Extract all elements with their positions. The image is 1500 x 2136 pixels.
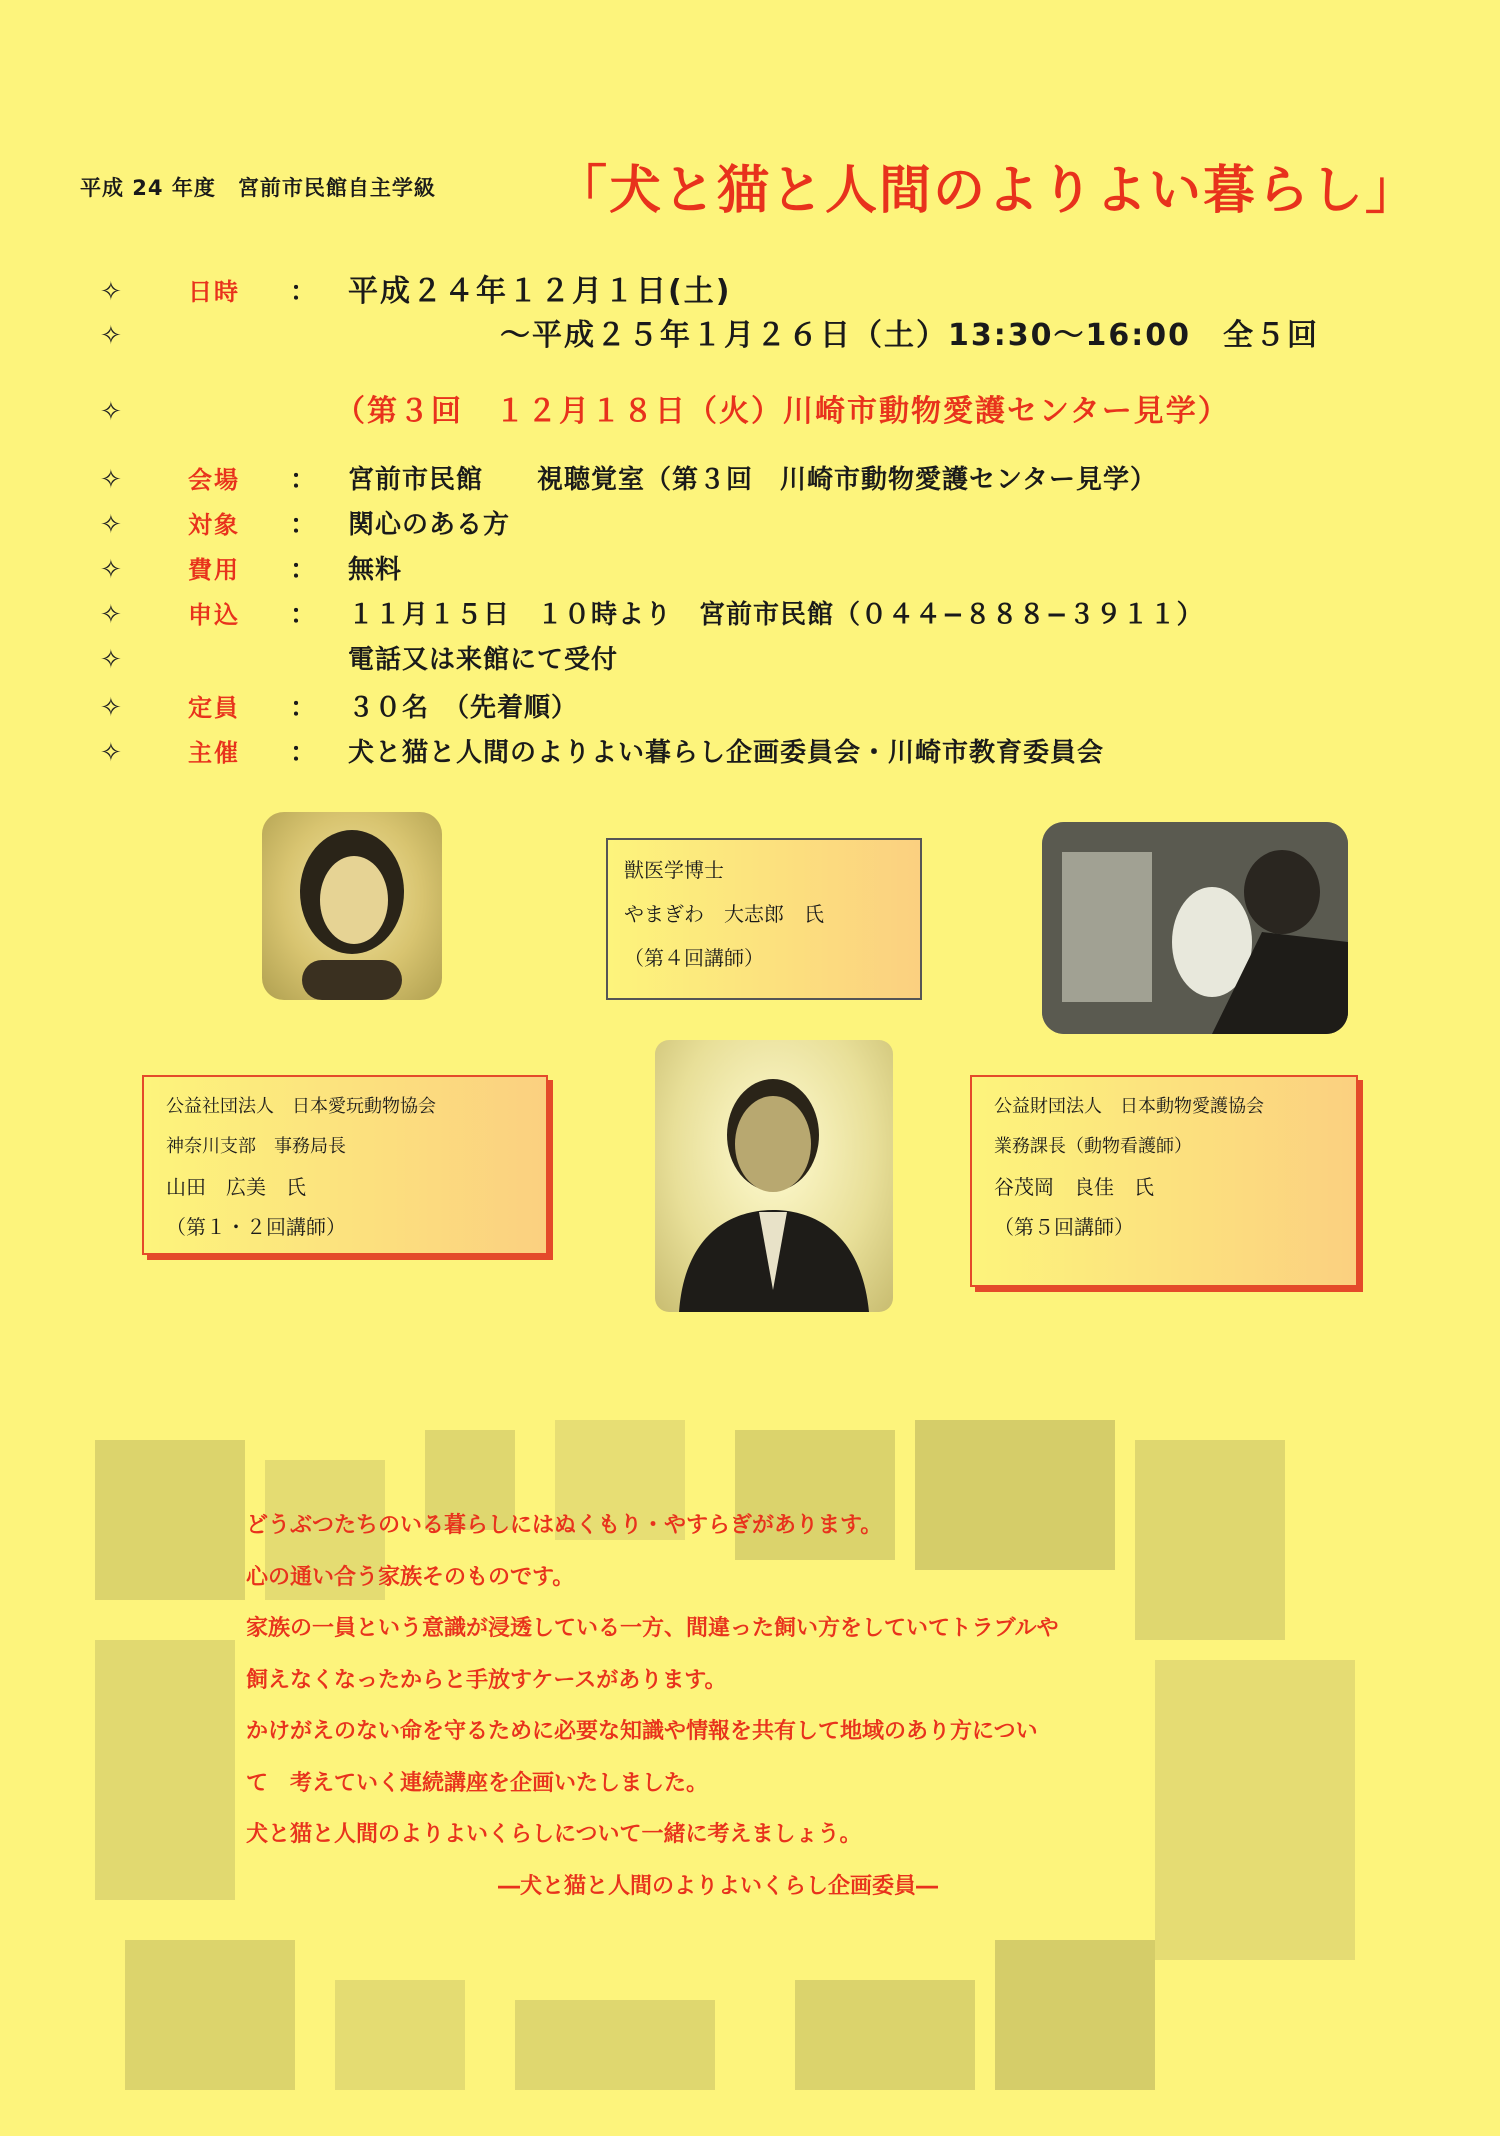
- message-line: かけがえのない命を守るために必要な知識や情報を共有して地域のあり方につい: [246, 1719, 1038, 1744]
- lecturer-session: （第５回講師）: [994, 1215, 1134, 1239]
- lecturer-photo-yamagiwa: [655, 1040, 893, 1312]
- organizer-line: 平成 24 年度 宮前市民館自主学級: [80, 176, 436, 200]
- info-row-note: [0, 392, 1500, 432]
- man-portrait-icon: [655, 1040, 893, 1312]
- colon: ：: [290, 738, 317, 768]
- diamond-icon: ✧: [100, 510, 122, 540]
- lecturer-card-yamo: [970, 1075, 1358, 1287]
- diamond-icon: ✧: [100, 738, 122, 768]
- info-row-fee: [0, 550, 1500, 590]
- message-line: 心の通い合う家族そのものです。: [246, 1564, 575, 1590]
- lecturer-title: 神奈川支部 事務局長: [166, 1136, 346, 1157]
- woman-portrait-icon: [262, 812, 442, 1000]
- host-value: 犬と猫と人間のよりよい暮らし企画委員会・川崎市教育委員会: [348, 738, 1105, 768]
- lecturer-session: （第４回講師）: [624, 946, 764, 970]
- event-info: [0, 0, 1500, 780]
- apply-label: 申込: [188, 601, 240, 629]
- target-label: 対象: [188, 511, 240, 539]
- colon: ：: [290, 600, 317, 630]
- diamond-icon: ✧: [100, 693, 122, 723]
- apply-method: 電話又は来館にて受付: [348, 645, 619, 675]
- main-title: 「犬と猫と人間のよりよい暮らし」: [555, 161, 1420, 221]
- date-end: 〜平成２５年１月２６日（土）13:30〜16:00 全５回: [500, 318, 1319, 353]
- venue-value: 宮前市民館 視聴覚室（第３回 川崎市動物愛護センター見学）: [348, 465, 1157, 495]
- lecturer-title: 業務課長（動物看護師）: [994, 1136, 1192, 1157]
- venue-label: 会場: [188, 466, 240, 494]
- lecturer-name: やまぎわ 大志郎 氏: [624, 902, 824, 926]
- date-start: 平成２４年１２月１日(土): [348, 274, 732, 309]
- info-row-capacity: [0, 688, 1500, 728]
- info-row-target: [0, 505, 1500, 545]
- cat-photo: [1042, 822, 1348, 1034]
- info-row-date: [0, 272, 1500, 312]
- lecturer-name: 山田 広美 氏: [166, 1175, 306, 1199]
- info-row-apply-method: [0, 640, 1500, 680]
- field-trip-note: （第３回 １２月１８日（火）川崎市動物愛護センター見学）: [335, 394, 1230, 429]
- message-line: 家族の一員という意識が浸透している一方、間違った飼い方をしていてトラブルや: [246, 1616, 1059, 1641]
- lecturer-organization: 公益社団法人 日本愛玩動物協会: [166, 1096, 436, 1117]
- diamond-icon: ✧: [100, 645, 122, 675]
- info-row-apply: [0, 595, 1500, 635]
- message-line: て 考えていく連続講座を企画いたしました。: [246, 1770, 709, 1796]
- diamond-icon: ✧: [100, 321, 122, 351]
- lecturer-card-yamada: [142, 1075, 548, 1255]
- message-line: 犬と猫と人間のよりよいくらしについて一緒に考えましょう。: [246, 1822, 862, 1847]
- lecturer-name: 谷茂岡 良佳 氏: [994, 1175, 1154, 1199]
- colon: ：: [290, 465, 317, 495]
- message-signature: ―犬と猫と人間のよりよいくらし企画委員―: [498, 1873, 939, 1899]
- lecturer-card-yamagiwa: [606, 838, 922, 1000]
- person-with-cat-icon: [1042, 822, 1348, 1034]
- diamond-icon: ✧: [100, 277, 122, 307]
- intro-message: [246, 1500, 1059, 1912]
- fee-label: 費用: [188, 556, 240, 584]
- apply-value: １１月１５日 １０時より 宮前市民館（０４４−８８８−３９１１）: [348, 600, 1204, 630]
- info-row-date-end: [0, 316, 1500, 356]
- host-label: 主催: [188, 739, 240, 767]
- capacity-label: 定員: [188, 694, 240, 722]
- capacity-value: ３０名 （先着順）: [348, 693, 579, 723]
- info-row-venue: [0, 460, 1500, 500]
- colon: ：: [290, 693, 317, 723]
- colon: ：: [290, 510, 317, 540]
- fee-value: 無料: [348, 555, 403, 585]
- diamond-icon: ✧: [100, 397, 122, 427]
- target-value: 関心のある方: [348, 510, 511, 540]
- diamond-icon: ✧: [100, 555, 122, 585]
- info-row-host: [0, 733, 1500, 773]
- lecturer-photo-yamada: [262, 812, 442, 1000]
- diamond-icon: ✧: [100, 600, 122, 630]
- message-line: 飼えなくなったからと手放すケースがあります。: [246, 1667, 727, 1693]
- date-label: 日時: [188, 278, 240, 306]
- lecturer-credential: 獣医学博士: [624, 858, 724, 882]
- colon: ：: [290, 555, 317, 585]
- message-line: どうぶつたちのいる暮らしにはぬくもり・やすらぎがあります。: [246, 1513, 883, 1538]
- diamond-icon: ✧: [100, 465, 122, 495]
- lecturer-session: （第１・２回講師）: [166, 1215, 346, 1239]
- colon: ：: [290, 277, 317, 307]
- lecturer-organization: 公益財団法人 日本動物愛護協会: [994, 1096, 1264, 1117]
